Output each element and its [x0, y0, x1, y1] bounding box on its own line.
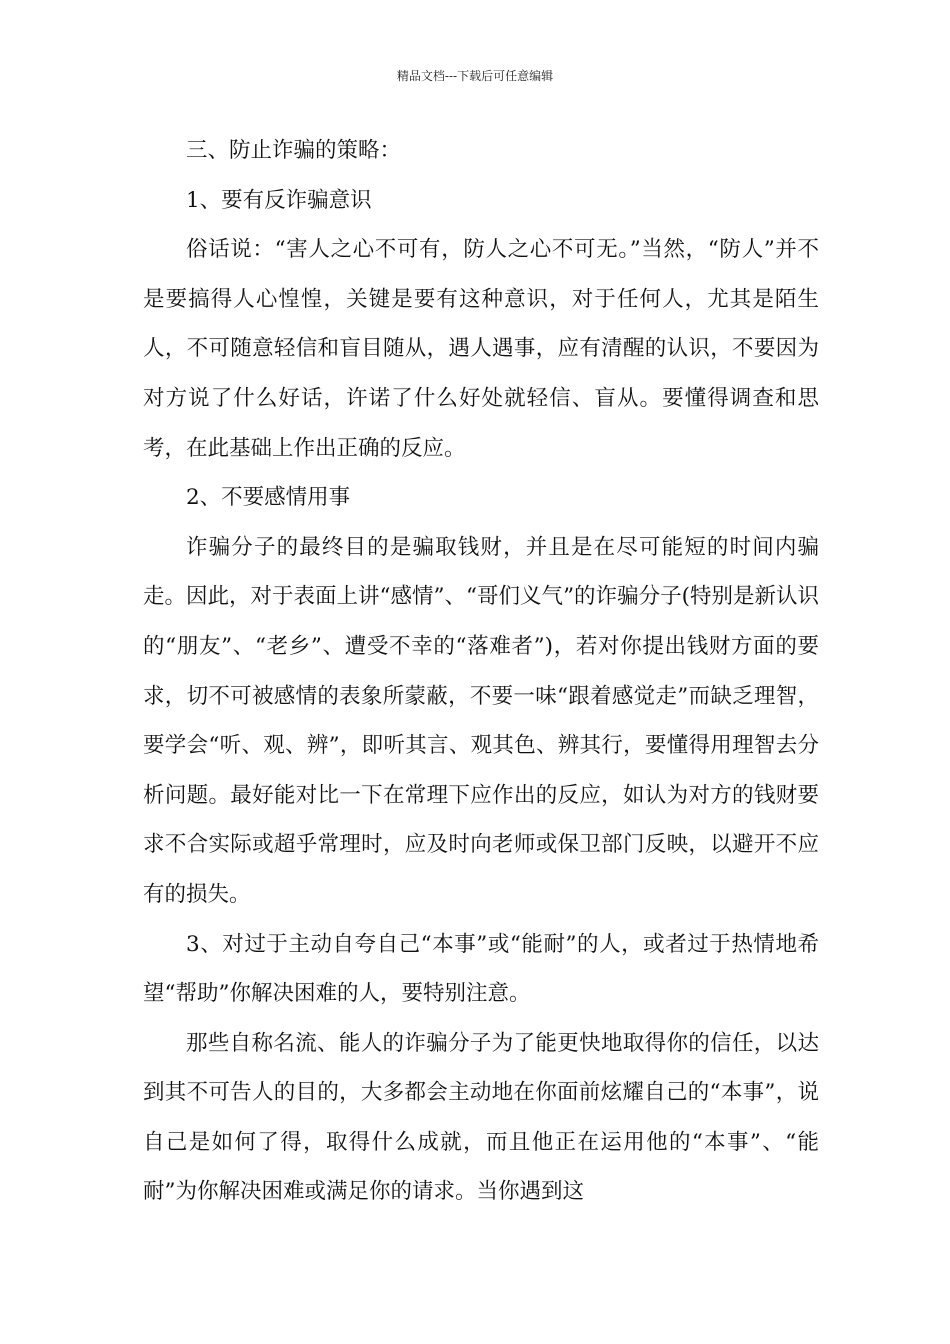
- item1-body: 俗话说：“害人之心不可有，防人之心不可无。”当然，“防人”并不是要搞得人心惶惶，关键是要有这种意识，对于任何人，尤其是陌生人，不可随意轻信和盲目随从，遇人遇事，应有清醒的认识，不要因为对方说了什么好话，许诺了什么好处就轻信、盲从。要懂得调查和思考，在此基础上作出正确的反应。: [143, 237, 819, 461]
- item2-title: 2、不要感情用事: [186, 485, 351, 511]
- document-body: [143, 126, 819, 1217]
- page-header: 精品文档---下载后可任意编辑: [396, 69, 554, 83]
- item3-body: 那些自称名流、能人的诈骗分子为了能更快地取得你的信任，以达到其不可告人的目的，大多都会主动地在你面前炫耀自己的“本事”，说自己是如何了得，取得什么成就，而且他正在运用他的“本事”、“能耐”为你解决困难或满足你的请求。当你遇到这: [143, 1030, 819, 1205]
- item2-body: 诈骗分子的最终目的是骗取钱财，并且是在尽可能短的时间内骗走。因此，对于表面上讲“感情”、“哥们义气”的诈骗分子(特别是新认识的“朋友”、“老乡”、遭受不幸的“落难者”)，若对你提出钱财方面的要求，切不可被感情的表象所蒙蔽，不要一味“跟着感觉走”而缺乏理智，要学会“听、观、辨”，即听其言、观其色、辨其行，要懂得用理智去分析问题。最好能对比一下在常理下应作出的反应，如认为对方的钱财要求不合实际或超乎常理时，应及时向老师或保卫部门反映，以避开不应有的损失。: [143, 534, 819, 907]
- item3-title: 3、对过于主动自夸自己“本事”或“能耐”的人，或者过于热情地希望“帮助”你解决困难的人，要特别注意。: [143, 931, 819, 1007]
- item1-title: 1、要有反诈骗意识: [186, 187, 372, 213]
- section-title: 三、防止诈骗的策略：: [186, 138, 402, 163]
